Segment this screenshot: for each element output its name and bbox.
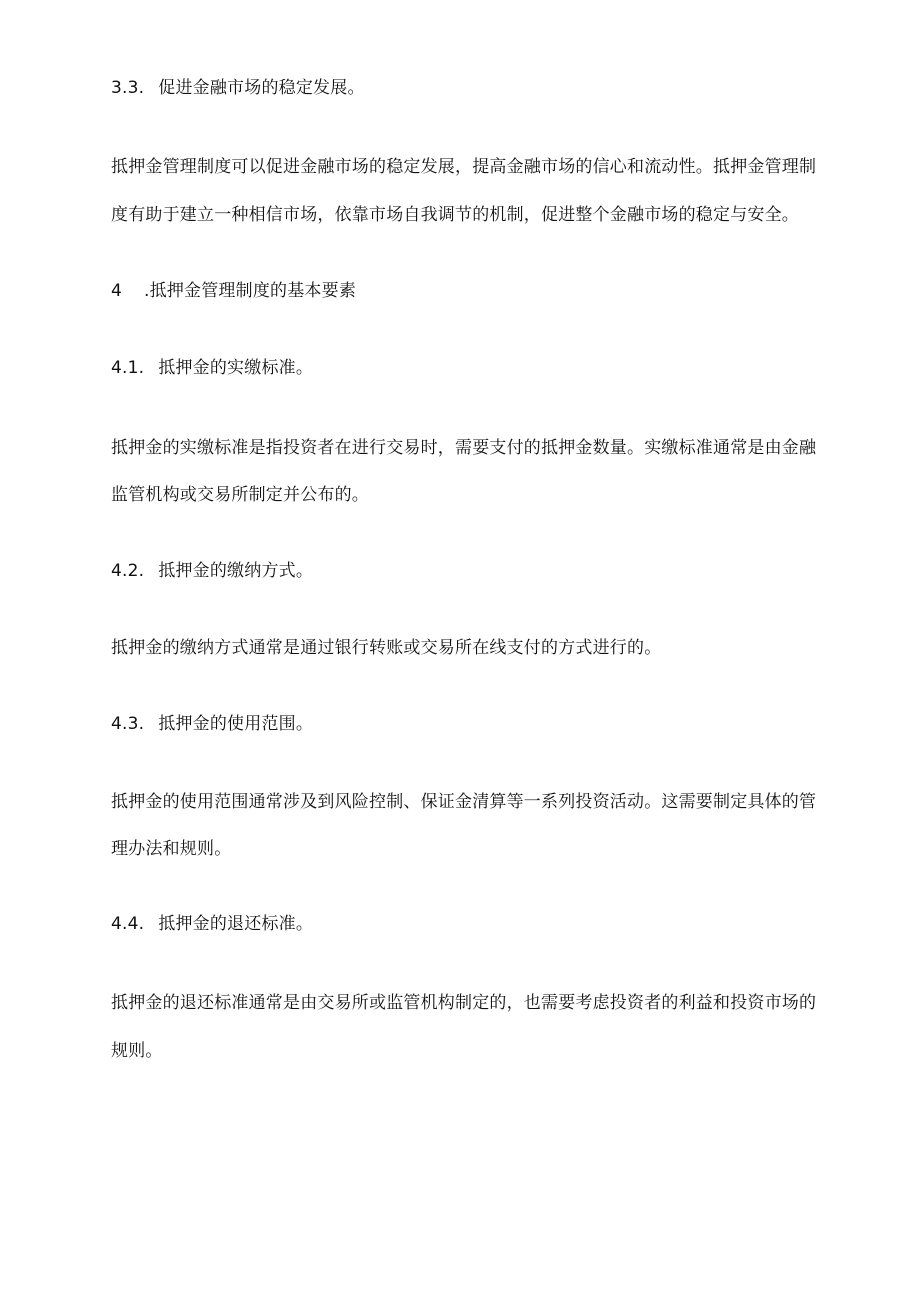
section-heading-4-4: [111, 913, 313, 935]
heading-text: 抵押金的使用范围。: [158, 714, 314, 734]
section-heading-3-3: [111, 77, 365, 99]
section-heading-4-3: [111, 713, 313, 735]
paragraph-line: 抵押金的缴纳方式通常是通过银行转账或交易所在线支付的方式进行的。: [111, 638, 662, 658]
section-heading-4: [111, 280, 356, 302]
heading-text: 抵押金的实缴标准。: [158, 358, 314, 378]
paragraph-line: 抵押金的使用范围通常涉及到风险控制、保证金清算等一系列投资活动。这需要制定具体的管: [111, 792, 817, 812]
paragraph-line: 监管机构或交易所制定并公布的。: [111, 485, 369, 505]
heading-number: 4.4.: [111, 914, 145, 934]
heading-number: 4: [111, 281, 123, 301]
heading-text: .抵押金管理制度的基本要素: [144, 281, 357, 301]
section-heading-4-1: [111, 357, 313, 379]
paragraph-line: 抵押金的实缴标准是指投资者在进行交易时，需要支付的抵押金数量。实缴标准通常是由金融: [111, 438, 817, 458]
heading-text: 抵押金的缴纳方式。: [158, 561, 314, 581]
paragraph-line: 规则。: [111, 1041, 163, 1061]
paragraph-line: 理办法和规则。: [111, 839, 232, 859]
heading-number: 4.2.: [111, 561, 145, 581]
section-heading-4-2: [111, 560, 313, 582]
heading-text: 促进金融市场的稳定发展。: [158, 78, 365, 98]
heading-number: 4.1.: [111, 358, 145, 378]
paragraph-line: 抵押金管理制度可以促进金融市场的稳定发展，提高金融市场的信心和流动性。抵押金管理制: [111, 157, 817, 177]
heading-number: 3.3.: [111, 78, 145, 98]
paragraph-line: 抵押金的退还标准通常是由交易所或监管机构制定的，也需要考虑投资者的利益和投资市场的: [111, 993, 817, 1013]
paragraph-line: 度有助于建立一种相信市场，依靠市场自我调节的机制，促进整个金融市场的稳定与安全。: [111, 205, 799, 225]
heading-text: 抵押金的退还标准。: [158, 914, 314, 934]
heading-number: 4.3.: [111, 714, 145, 734]
